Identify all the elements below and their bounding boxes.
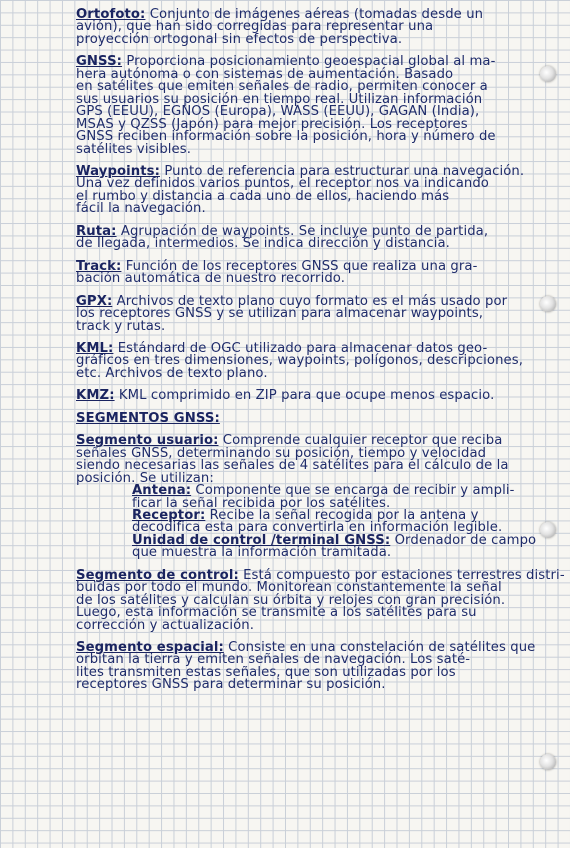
note-text: avión), que han sido corregidas para representar una bbox=[76, 19, 434, 35]
note-line bbox=[76, 203, 552, 215]
note-text: Comprende cualquier receptor que reciba bbox=[222, 433, 503, 449]
space-segment-entry bbox=[76, 642, 552, 692]
note-text: Estándard de OGC utilizado para almacenar datos geo- bbox=[117, 340, 488, 356]
note-line bbox=[76, 31, 552, 47]
note-text: Agrupación de waypoints. Se incluye punto de partida, bbox=[120, 223, 489, 239]
term-heading: GNSS: bbox=[76, 54, 123, 70]
note-text: Una vez definidos varios puntos, el receptor nos va indicando bbox=[76, 176, 489, 192]
control-segment-entry bbox=[76, 567, 565, 633]
note-text: Conjunto de imágenes aéreas (tomadas desde un bbox=[149, 7, 484, 22]
term-heading: Ortofoto: bbox=[76, 7, 146, 22]
note-text: los receptores GNSS y se utilizan para almacenar waypoints, bbox=[76, 306, 484, 322]
definition-entry bbox=[76, 293, 552, 334]
note-text: de los satélites y calculan su órbita y relojes con gran precisión. bbox=[76, 592, 506, 608]
note-line bbox=[132, 547, 552, 559]
note-text: ficar la señal recibida por los satélites. bbox=[132, 495, 391, 511]
note-text: corrección y actualización. bbox=[76, 617, 255, 633]
note-text: Consiste en una constelación de satélites que bbox=[228, 640, 536, 656]
term-heading: Antena: bbox=[132, 483, 192, 499]
note-text: proyección ortogonal sin efectos de perspectiva. bbox=[76, 31, 403, 47]
note-line bbox=[76, 318, 552, 334]
definition-entry bbox=[76, 340, 552, 381]
note-text: Función de los receptores GNSS que realiza una gra- bbox=[125, 258, 478, 274]
note-line bbox=[76, 141, 552, 157]
user-segment-entry bbox=[76, 435, 552, 485]
component-entry bbox=[76, 485, 552, 510]
term-heading: Unidad de control /terminal GNSS: bbox=[132, 532, 391, 548]
term-heading: Receptor: bbox=[132, 507, 206, 523]
note-text: posición. Se utilizan: bbox=[76, 470, 214, 486]
note-text: hera autónoma o con sistemas de aumentación. Basado bbox=[76, 66, 454, 82]
note-text: satélites visibles. bbox=[76, 141, 192, 157]
note-text: Archivos de texto plano cuyo formato es el más usado por bbox=[116, 293, 508, 309]
note-text: que muestra la información tramitada. bbox=[132, 545, 392, 561]
note-text: track y rutas. bbox=[76, 318, 166, 334]
component-entry bbox=[76, 507, 552, 536]
note-text: orbitan la tierra y emiten señales de navegación. Los saté- bbox=[76, 652, 471, 668]
component-entry bbox=[76, 532, 552, 561]
note-text: gráficos en tres dimensiones, waypoints, polígonos, descripciones, bbox=[76, 353, 524, 369]
definition-entry bbox=[76, 163, 552, 217]
term-heading: KML: bbox=[76, 340, 114, 356]
note-line bbox=[76, 617, 552, 633]
note-text: GPS (EEUU), EGNOS (Europa), WASS (EEUU), GAGAN (India), bbox=[76, 104, 480, 120]
note-line bbox=[76, 390, 552, 402]
term-heading: Segmento usuario: bbox=[76, 433, 219, 449]
note-text: buidas por todo el mundo. Monitorean constantemente la señal bbox=[76, 580, 502, 596]
term-heading: GPX: bbox=[76, 293, 113, 309]
note-text: siendo necesarias las señales de 4 satélites para el cálculo de la bbox=[76, 458, 509, 474]
note-text: Está compuesto por estaciones terrestres distri- bbox=[243, 567, 565, 583]
term-heading: Segmento espacial: bbox=[76, 640, 224, 656]
note-line bbox=[76, 238, 552, 250]
punched-hole bbox=[540, 754, 556, 770]
handwritten-notes bbox=[76, 7, 565, 702]
note-text: fácil la navegación. bbox=[76, 201, 206, 217]
note-text: Ordenador de campo bbox=[394, 532, 537, 548]
note-text: en satélites que emiten señales de radio, permiten conocer a bbox=[76, 79, 488, 95]
note-line bbox=[76, 273, 552, 285]
note-text: el rumbo y distancia a cada uno de ellos, haciendo más bbox=[76, 188, 450, 204]
term-heading: Segmento de control: bbox=[76, 567, 239, 583]
note-text: etc. Archivos de texto plano. bbox=[76, 365, 268, 381]
term-heading: Waypoints: bbox=[76, 163, 161, 179]
note-line bbox=[76, 679, 552, 691]
note-text: KML comprimido en ZIP para que ocupe menos espacio. bbox=[118, 388, 495, 404]
definition-entry bbox=[76, 223, 552, 252]
note-text: Luego, esta información se transmite a los satélites para su bbox=[76, 605, 477, 621]
note-text: GNSS reciben información sobre la posición, hora y número de bbox=[76, 129, 496, 145]
note-text: sus usuarios su posición en tiempo real. Utilizan información bbox=[76, 91, 483, 107]
term-heading: Ruta: bbox=[76, 223, 117, 239]
note-text: Punto de referencia para estructurar una navegación. bbox=[164, 163, 525, 179]
note-text: de llegada, intermedios. Se indica dirección y distancia. bbox=[76, 236, 450, 252]
definition-entry bbox=[76, 258, 552, 287]
term-heading: KMZ: bbox=[76, 388, 115, 404]
definition-entry bbox=[76, 56, 552, 156]
note-text: lites transmiten estas señales, que son utilizadas por los bbox=[76, 664, 456, 680]
note-text: Componente que se encarga de recibir y ampli- bbox=[195, 483, 515, 499]
term-heading: Track: bbox=[76, 258, 122, 274]
section-title: SEGMENTOS GNSS: bbox=[76, 410, 220, 426]
definition-entry bbox=[76, 390, 552, 402]
note-text: Recibe la señal recogida por la antena y bbox=[209, 507, 479, 523]
note-text: MSAS y QZSS (Japón) para mejor precisión. Los receptores bbox=[76, 116, 468, 132]
note-text: receptores GNSS para determinar su posición. bbox=[76, 677, 386, 693]
note-text: Proporciona posicionamiento geoespacial global al ma- bbox=[126, 54, 496, 70]
note-line bbox=[76, 365, 552, 381]
note-text: decodifica esta para convertirla en información legible. bbox=[132, 520, 503, 536]
definition-entry bbox=[76, 9, 552, 46]
note-text: señales GNSS, determinando su posición, tiempo y velocidad bbox=[76, 445, 487, 461]
note-text: bación automática de nuestro recorrido. bbox=[76, 271, 346, 287]
